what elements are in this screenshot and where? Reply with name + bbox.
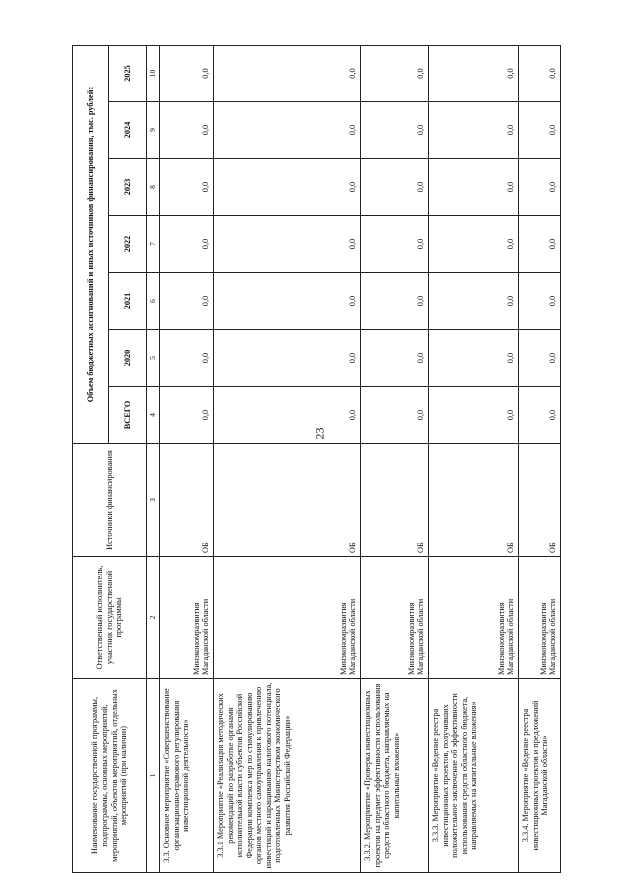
row-value: 0,0	[214, 102, 361, 159]
row-value-total: 0,0	[214, 387, 361, 444]
row-value: 0,0	[214, 216, 361, 273]
row-name: 3.3.4. Мероприятие «Ведение реестра инвестиционных проектов и предложений Магаданской области»	[519, 679, 561, 873]
row-name: 3.3. Основное мероприятие «Совершенствование организационно-правового регулирования инвестиционной деятельности»	[160, 679, 214, 873]
row-value: 0,0	[160, 330, 214, 387]
row-name: 3.3.1 Мероприятие «Реализация методических рекомендаций по разработке органами исполнительной власти субъектов Российской Федерации комплекса мер по стимулированию органов местного самоуправления к привлечению инвестиций и наращиванию налогового потенциала, подготовленных Министерством экономического развития Российской Федерации»	[214, 679, 361, 873]
row-value: 0,0	[214, 159, 361, 216]
column-number: 5	[147, 330, 160, 387]
header-source: Источники финансирования	[73, 444, 147, 557]
column-number: 1	[147, 679, 160, 873]
row-value-total: 0,0	[361, 387, 429, 444]
row-value: 0,0	[361, 216, 429, 273]
row-value: 0,0	[361, 273, 429, 330]
row-value: 0,0	[519, 46, 561, 102]
funding-table	[72, 45, 561, 873]
row-value: 0,0	[429, 330, 519, 387]
column-number: 6	[147, 273, 160, 330]
row-value: 0,0	[429, 216, 519, 273]
row-source: ОБ	[214, 444, 361, 557]
row-value: 0,0	[160, 46, 214, 102]
row-value-total: 0,0	[160, 387, 214, 444]
header-year: 2021	[109, 273, 147, 330]
rotated-table-wrapper	[72, 46, 557, 873]
column-number: 7	[147, 216, 160, 273]
row-executor: Минэкономразвития Магаданской области	[519, 557, 561, 679]
row-executor: Минэкономразвития Магаданской области	[361, 557, 429, 679]
table-row	[361, 46, 429, 873]
row-value: 0,0	[519, 216, 561, 273]
row-value: 0,0	[214, 330, 361, 387]
table-row	[429, 46, 519, 873]
row-executor: Минэкономразвития Магаданской области	[160, 557, 214, 679]
row-value: 0,0	[519, 159, 561, 216]
table-row	[160, 46, 214, 873]
row-name: 3.3.2. Мероприятие «Проверка инвестиционных проектов на предмет эффективности использования средств областного бюджета, направляемых на капитальные вложения»	[361, 679, 429, 873]
row-source: ОБ	[160, 444, 214, 557]
column-number: 9	[147, 102, 160, 159]
row-source: ОБ	[361, 444, 429, 557]
header-year: 2020	[109, 330, 147, 387]
row-value: 0,0	[429, 159, 519, 216]
header-total: ВСЕГО	[109, 387, 147, 444]
header-name: Наименование государственной программы, подпрограммы, основных мероприятий, мероприятий, объектов мероприятий, отдельных мероприятий (при наличии)	[73, 679, 147, 873]
row-value: 0,0	[429, 273, 519, 330]
row-executor: Минэкономразвития Магаданской области	[429, 557, 519, 679]
row-name: 3.3.3. Мероприятие «Ведение реестра инвестиционных проектов, получивших положительное заключение об эффективности использования средств областного бюджета, направляемых на капитальные вложения»	[429, 679, 519, 873]
table-body	[160, 46, 561, 873]
row-value: 0,0	[214, 273, 361, 330]
row-value: 0,0	[214, 46, 361, 102]
row-value: 0,0	[361, 330, 429, 387]
row-value-total: 0,0	[429, 387, 519, 444]
column-number: 4	[147, 387, 160, 444]
row-value: 0,0	[361, 102, 429, 159]
row-value: 0,0	[160, 216, 214, 273]
row-value: 0,0	[160, 273, 214, 330]
row-value: 0,0	[429, 102, 519, 159]
row-source: ОБ	[519, 444, 561, 557]
column-number: 2	[147, 557, 160, 679]
header-year: 2025	[109, 46, 147, 102]
row-value: 0,0	[519, 273, 561, 330]
header-funding-group: Объем бюджетных ассигнований и иных источников финансирования, тыс. рублей:	[73, 46, 109, 444]
row-executor: Минэкономразвития Магаданской области	[214, 557, 361, 679]
column-number: 10	[147, 46, 160, 102]
table-row	[214, 46, 361, 873]
row-value: 0,0	[361, 159, 429, 216]
row-value: 0,0	[160, 102, 214, 159]
row-value: 0,0	[429, 46, 519, 102]
header-year: 2022	[109, 216, 147, 273]
header-executor: Ответственный исполнитель, участник государственной программы	[73, 557, 147, 679]
row-source: ОБ	[429, 444, 519, 557]
header-year: 2024	[109, 102, 147, 159]
row-value: 0,0	[519, 102, 561, 159]
column-number: 3	[147, 444, 160, 557]
row-value: 0,0	[361, 46, 429, 102]
row-value: 0,0	[519, 330, 561, 387]
column-number: 8	[147, 159, 160, 216]
header-year: 2023	[109, 159, 147, 216]
row-value: 0,0	[160, 159, 214, 216]
table-row	[519, 46, 561, 873]
page-number: 23	[312, 427, 327, 440]
row-value-total: 0,0	[519, 387, 561, 444]
